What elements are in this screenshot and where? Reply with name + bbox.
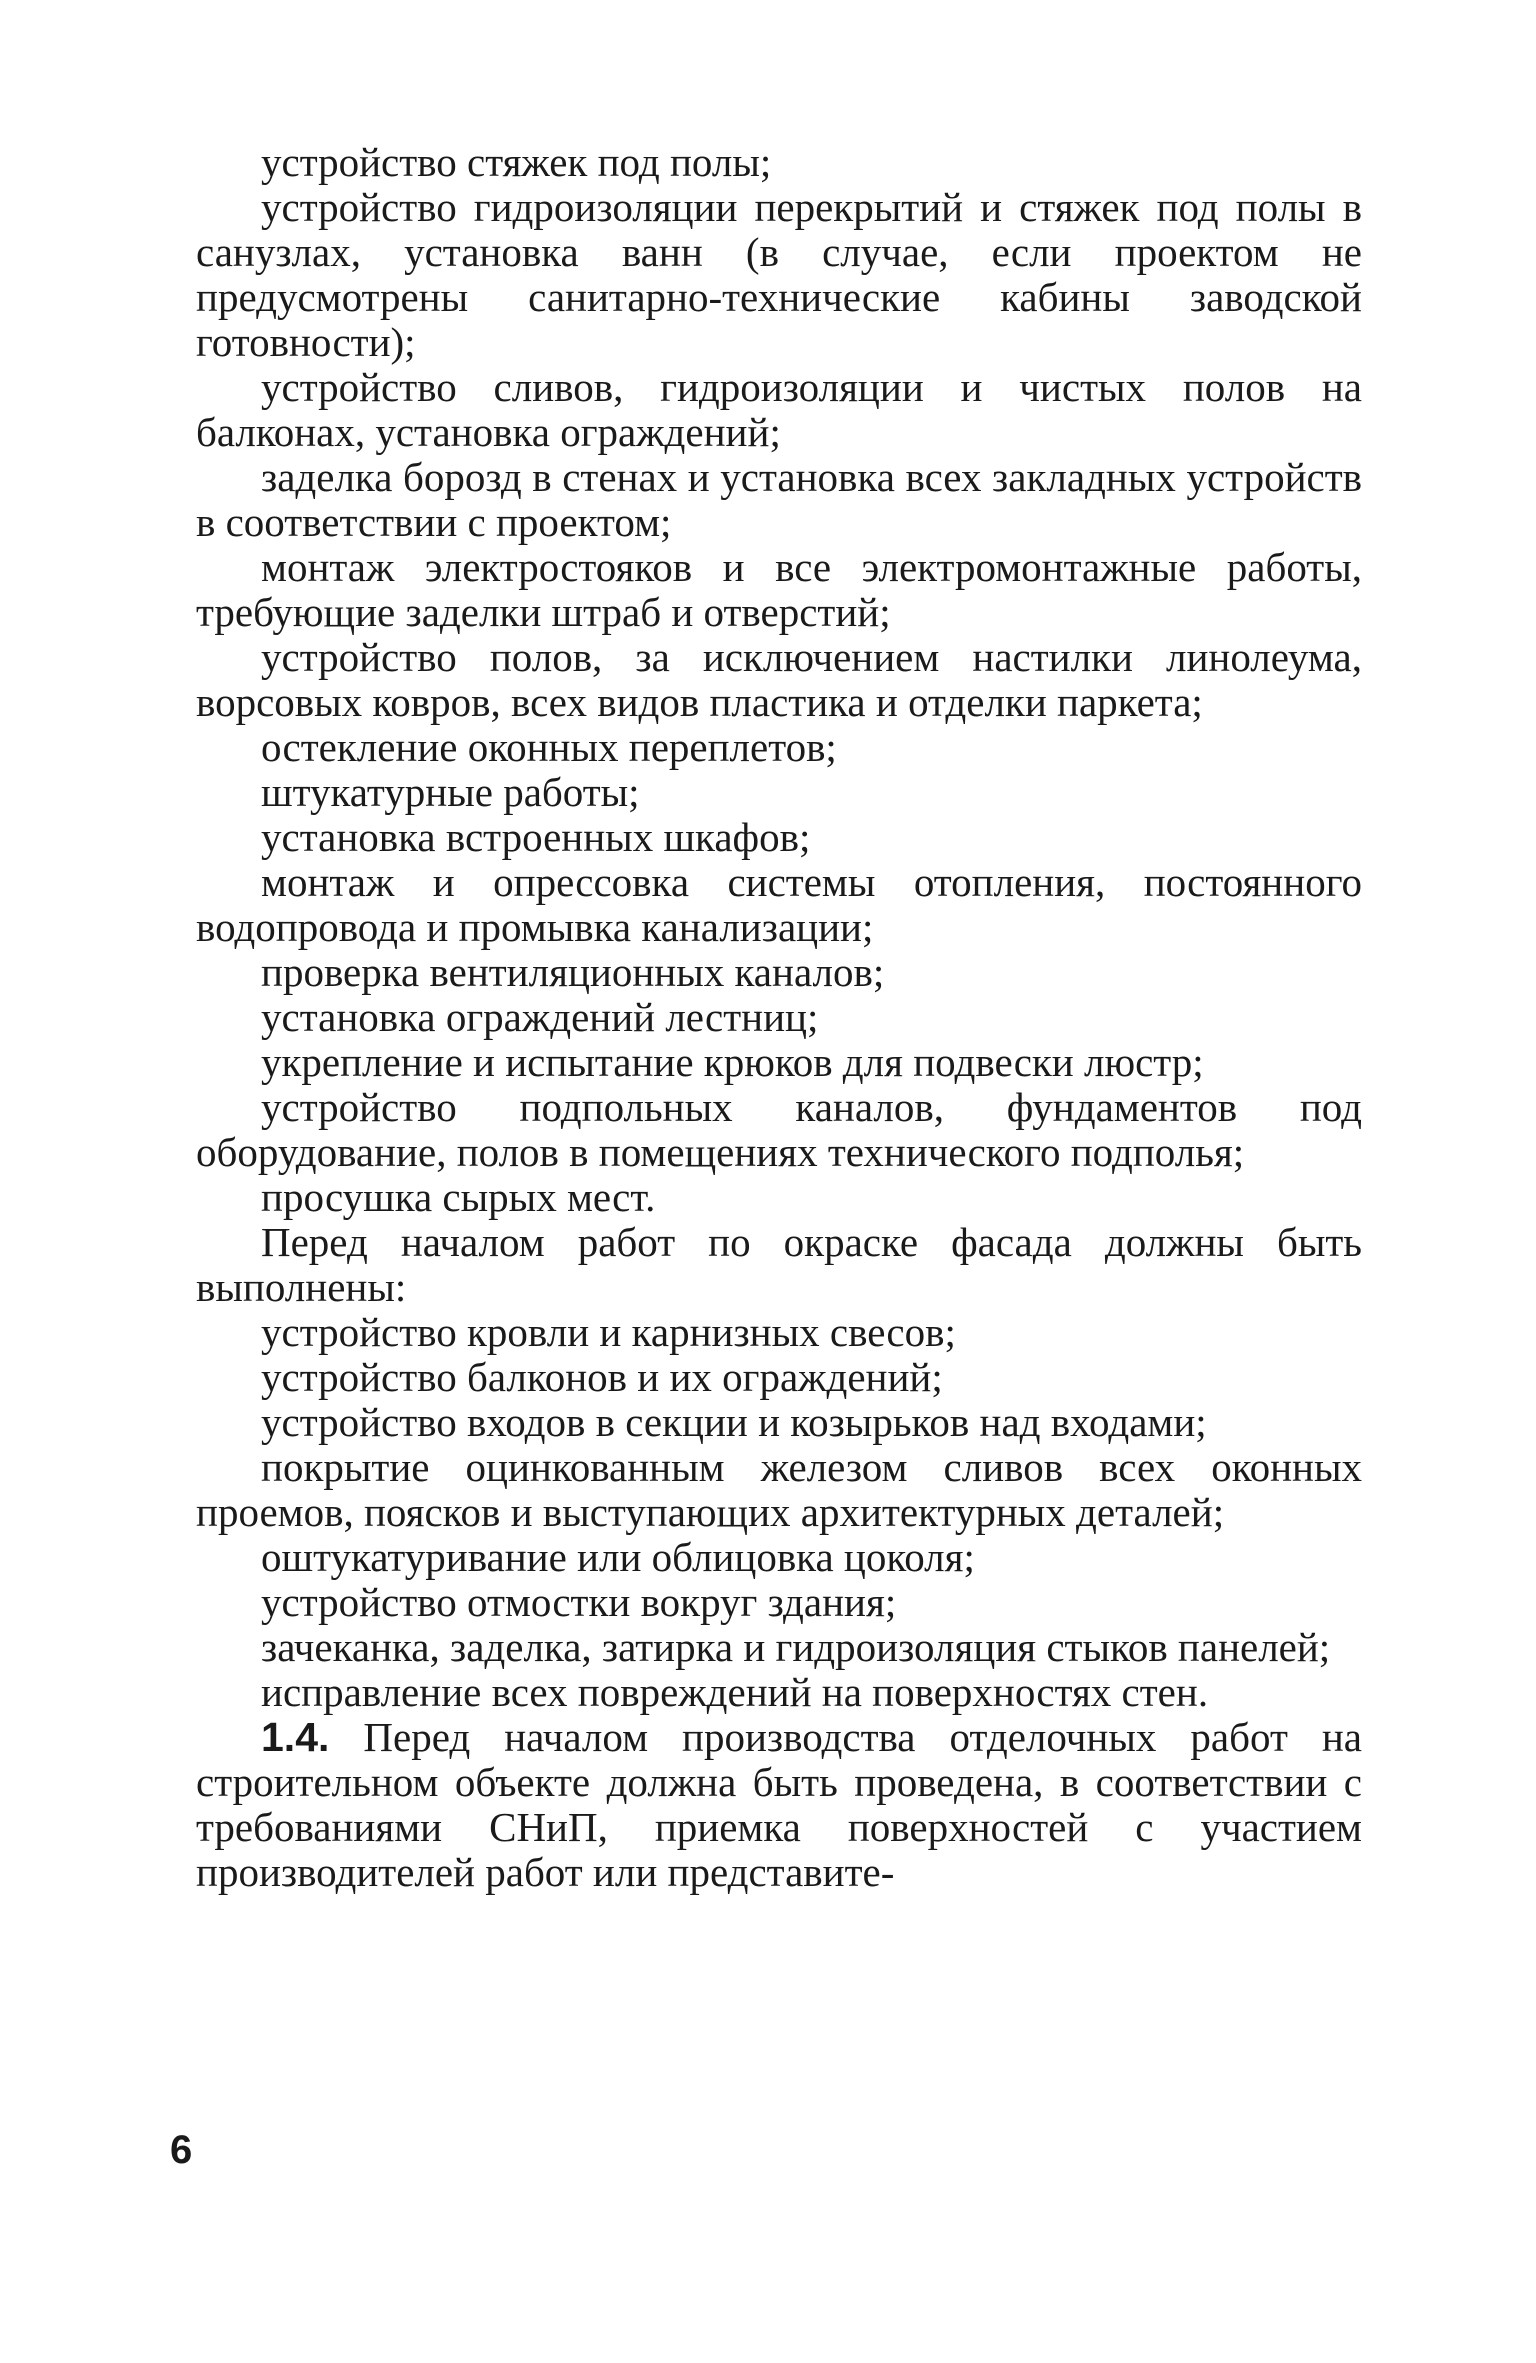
paragraph: укрепление и испытание крюков для подвески люстр; — [261, 1039, 1204, 1085]
section-number: 1.4. — [261, 1714, 330, 1760]
paragraph: проверка вентиляционных каналов; — [261, 949, 885, 995]
paragraph: штукатурные работы; — [261, 769, 640, 815]
paragraph: заделка борозд в стенах и установка всех закладных устройств в соответствии с проектом; — [196, 454, 1362, 545]
body-text — [196, 140, 1362, 1895]
page-number: 6 — [170, 2128, 193, 2172]
paragraph: монтаж и опрессовка системы отопления, постоянного водопровода и промывка канализации; — [196, 859, 1362, 950]
paragraph: устройство полов, за исключением настилки линолеума, ворсовых ковров, всех видов пластика и отделки паркета; — [196, 634, 1362, 725]
paragraph: установка встроенных шкафов; — [261, 814, 811, 860]
paragraph: устройство сливов, гидроизоляции и чистых полов на балконах, установка ограждений; — [196, 364, 1362, 455]
section-paragraph — [196, 1715, 1362, 1895]
paragraph: Перед началом работ по окраске фасада должны быть выполнены: — [196, 1219, 1362, 1310]
paragraph: установка ограждений лестниц; — [261, 994, 819, 1040]
paragraph: исправление всех повреждений на поверхностях стен. — [261, 1669, 1209, 1715]
paragraph: монтаж электростояков и все электромонтажные работы, требующие заделки штраб и отверстий; — [196, 544, 1362, 635]
paragraph: зачеканка, заделка, затирка и гидроизоляция стыков панелей; — [261, 1624, 1331, 1670]
paragraph: остекление оконных переплетов; — [261, 724, 837, 770]
paragraph: просушка сырых мест. — [261, 1174, 656, 1220]
paragraph: устройство подпольных каналов, фундаментов под оборудование, полов в помещениях технического подполья; — [196, 1084, 1362, 1175]
paragraph: устройство гидроизоляции перекрытий и стяжек под полы в санузлах, установка ванн (в случае, если проектом не предусмотрены санитарно-технические кабины заводской готовности); — [196, 184, 1362, 365]
paragraph: устройство стяжек под полы; — [261, 139, 772, 185]
paragraph: устройство входов в секции и козырьков над входами; — [261, 1399, 1207, 1445]
paragraph: устройство кровли и карнизных свесов; — [261, 1309, 956, 1355]
paragraph: оштукатуривание или облицовка цоколя; — [261, 1534, 975, 1580]
paragraph: покрытие оцинкованным железом сливов всех оконных проемов, поясков и выступающих архитектурных деталей; — [196, 1444, 1362, 1535]
section-text: Перед началом производства отделочных работ на строительном объекте должна быть проведена, в соответствии с требованиями СНиП, приемка поверхностей с участием производителей работ или представите- — [196, 1714, 1363, 1895]
paragraph: устройство балконов и их ограждений; — [261, 1354, 943, 1400]
paragraph: устройство отмостки вокруг здания; — [261, 1579, 897, 1625]
